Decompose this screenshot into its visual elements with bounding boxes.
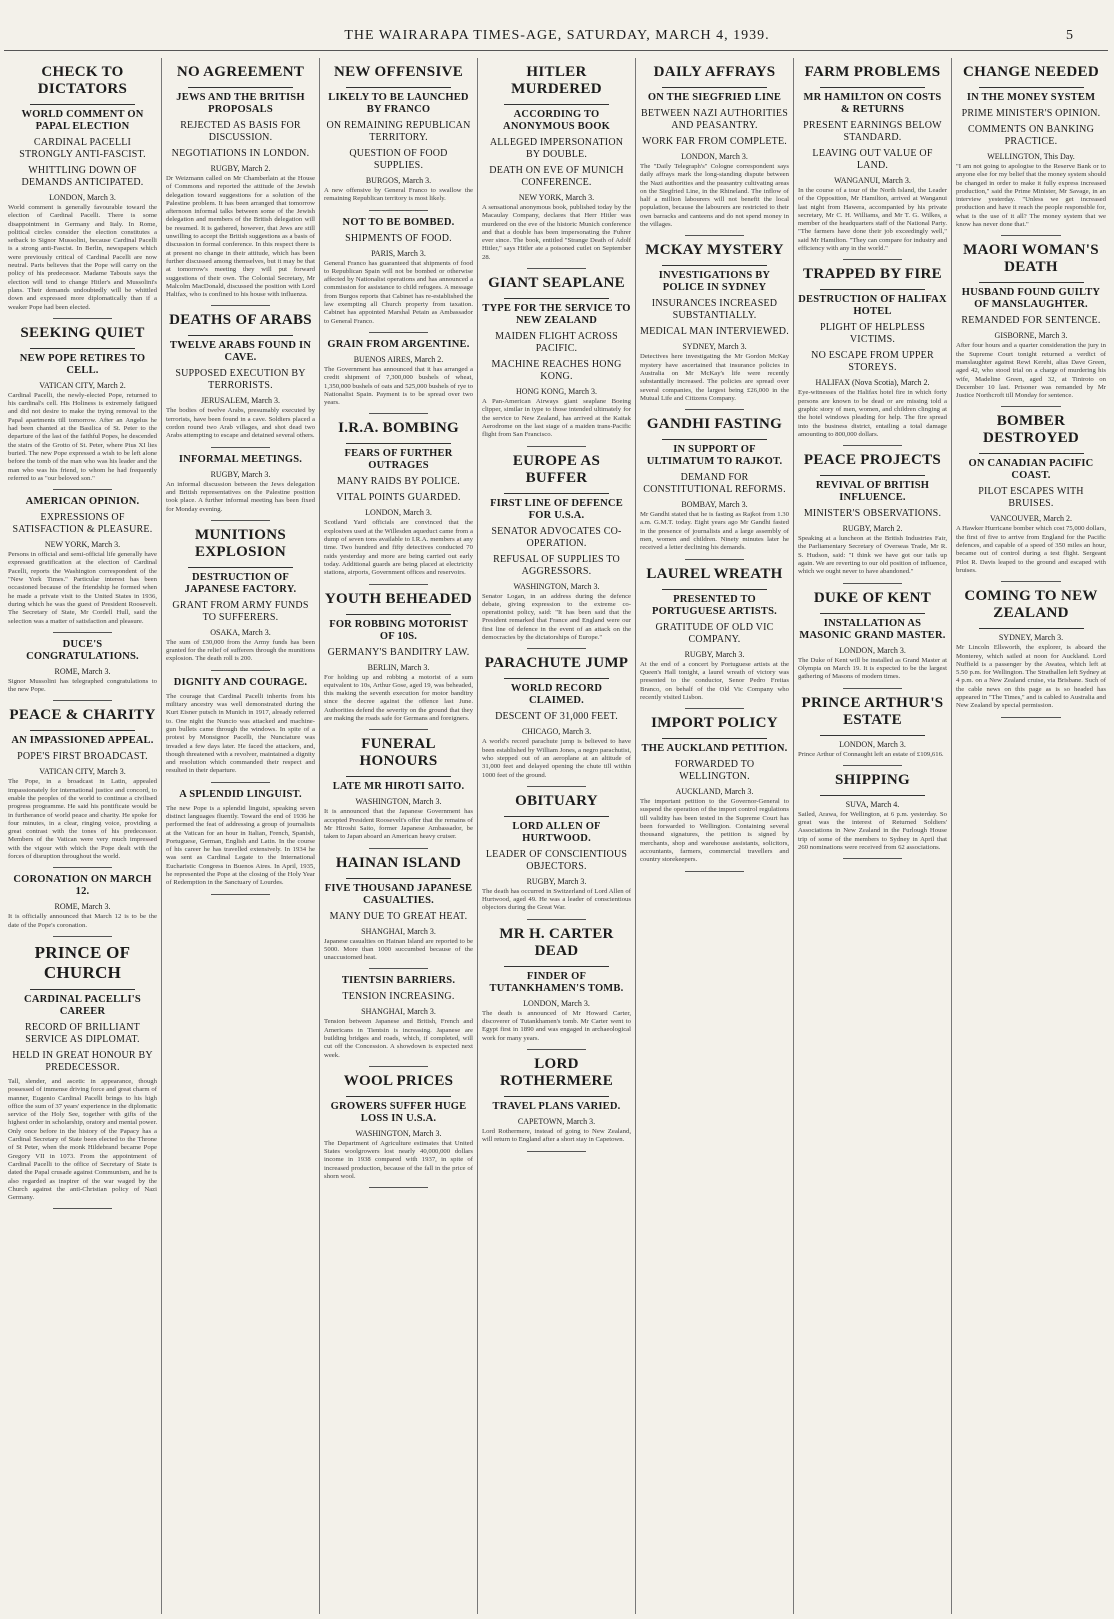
- story-separator: [843, 688, 903, 689]
- story-subheading: FIRST LINE OF DEFENCE FOR U.S.A.: [490, 497, 623, 521]
- story-subheading: MAIDEN FLIGHT ACROSS PACIFIC.: [495, 331, 618, 355]
- story-subheading: TYPE FOR THE SERVICE TO NEW ZEALAND: [482, 303, 631, 327]
- story-dateline: WELLINGTON, This Day.: [987, 152, 1075, 161]
- story-dateline: SYDNEY, March 3.: [682, 342, 747, 352]
- story-subheading: NO ESCAPE FROM UPPER STOREYS.: [811, 350, 934, 374]
- story-dateline: LONDON, March 3.: [839, 739, 906, 749]
- column-1: [4, 58, 162, 1614]
- story-subheading: ON CANADIAN PACIFIC COAST.: [968, 458, 1094, 482]
- story-subheading: COMMENTS ON BANKING PRACTICE.: [967, 124, 1095, 147]
- story-body: In the course of a tour of the North Island, the Leader of the Opposition, Mr Hamilton, arrived at Wanganui last night from Hawera, accompanied by his private secretary, Mr C. H. Williams, and Mr T. G. Wilkes, a member of the headquarters staff of the National Party. "The farmers have done their job exceedingly well," said Mr Hamilton. "They can compare for industry and efficiency with any in the world.": [798, 187, 947, 253]
- story-body: A sensational anonymous book, published today by the Macaulay Company, declares that Herr Hitler was murdered on the eve of the historic Munich conference and that a double has been impersonating the Fuhrer ever since. The book, entitled "Strange Death of Adolf Hitler," says Hitler ate a poisoned cutlet on September 28.: [482, 204, 631, 261]
- story-separator: [53, 489, 113, 490]
- story-dateline: SUVA, March 4.: [845, 799, 900, 809]
- story-separator: [53, 700, 113, 701]
- column-4: [478, 58, 636, 1614]
- story-subheading: WORLD RECORD CLAIMED.: [510, 683, 603, 707]
- story-body: Dr Weizmann called on Mr Chamberlain at the House of Commons and reported the attitude of the Jewish delegation toward suggestions for a solution of the Palestine problem. It has been arranged that tomorrow afternoon informal talks between some of the Jewish delegation and members of the British delegation will be resumed. It is gathered, however, that Jews are still unwilling to accept the British suggestions as a basis of discussion in formal conference. In this respect there is at present no change in their attitude, which has been further discussed among themselves, but it may be that at tomorrow's meeting they will put forward suggestions of their own. The Colonial Secretary, Mr Malcolm MacDonald, discussed the position with Lord Halifax, who is confined to his house with influenza.: [166, 175, 315, 299]
- story-body: Tall, slender, and ascetic in appearance, though possessed of immense driving force and great charm of manner, Eugenio Cardinal Pacelli brings to his high office the sum of 37 years' experience in the diplomatic service of the Holy See, together with gifts of the highest order in scholarship, oratory and mental power. Only once before in the history of the Papacy has a Cardinal Secretary of State been elected to the Throne of St Peter, when the monk Hildebrand became Pope Gregory VII in 1073. From the appointment of Cardinal Pacelli to the office of Secretary of State is dated the Papal crusade against Communism, and he is also regarded as inspirer of the war waged by the Church against the anti-Christian policy of Nazi Germany.: [8, 1077, 157, 1202]
- story-subheading: ACCORDING TO ANONYMOUS BOOK: [503, 109, 610, 132]
- story-subheading: SUPPOSED EXECUTION BY TERRORISTS.: [175, 368, 306, 392]
- story-dateline: PARIS, March 3.: [371, 248, 426, 258]
- column-5: [636, 58, 794, 1614]
- story-body: General Franco has guaranteed that shipments of food to Republican Spain will not be bombed or otherwise affected by Nationalist operations and has announced a commission for assistance to child refugees. A message from Burgos reports that Cabinet has re-established the law exempting all Church property from taxation. Cabinet has appointed Marshal Petain as Ambassador to General Franco.: [324, 259, 473, 325]
- headline-rule: [346, 614, 450, 615]
- story-body: It is announced that the Japanese Government has accepted President Roosevelt's offer that the remains of Mr Hiroshi Saito, former Japanese Ambassador, be taken to Japan aboard an American heavy cruiser.: [324, 808, 473, 841]
- headline-rule: [30, 104, 134, 105]
- story-body: It is officially announced that March 12 is to be the date of the Pope's coronation.: [8, 913, 157, 929]
- story-headline: CHANGE NEEDED: [963, 64, 1099, 80]
- story-body: At the end of a concert by Portuguese artists at the Queen's Hall tonight, a laurel wreath of victory was presented to the conductor, Senor Pedro Freitas Branco, on behalf of the Old Vic Company who recently visited Lisbon.: [640, 660, 789, 701]
- story-headline: SHIPPING: [835, 771, 910, 788]
- story-headline: MCKAY MYSTERY: [645, 242, 784, 259]
- story-dateline: JERUSALEM, March 3.: [200, 396, 281, 406]
- story-separator: [211, 670, 271, 671]
- story-headline: GANDHI FASTING: [646, 416, 783, 433]
- story-separator: [369, 729, 429, 730]
- story-subheading: GRANT FROM ARMY FUNDS TO SUFFERERS.: [172, 599, 309, 623]
- story-dateline: WASHINGTON, March 3.: [355, 797, 442, 807]
- story-dateline: ROME, March 3.: [54, 902, 111, 912]
- story-dateline: LONDON, March 3.: [839, 645, 906, 655]
- story-body: The new Pope is a splendid linguist, speaking seven distinct languages fluently. Toward the end of 1936 he performed the feat of addressing a group of journalists at the Vatican for an hour in Italian, French, Spanish, Portuguese, German, English and Latin. In the course of his career he has travelled extensively. In 1934 he was sent as Cardinal Legate to the International Eucharistic Congress in Buenos Aires. In April, 1935, he represented the Pope at the closing of the Holy Year of Redemption in the Sanctuary of Lourdes.: [166, 804, 315, 887]
- story-dateline: BOMBAY, March 3.: [681, 500, 748, 510]
- story-dateline: CHICAGO, March 3.: [521, 727, 592, 737]
- story-body: The courage that Cardinal Pacelli inherits from his military ancestry was well demonstrated during the Kurt Eisner putsch in Munich in 1917, already referred to. One night the Nuncio was attacked and machine-gun bullets came through the windows. In spite of a protest by Monsignor Pacelli, the Nunciature was invaded a few days later. He faced the attackers, and, though threatened with a revolver, maintained a dignity and resolution which commanded their respect and resulted in their departure.: [166, 692, 315, 775]
- story-subheading: VITAL POINTS GUARDED.: [336, 492, 461, 504]
- story-separator: [685, 559, 745, 560]
- story-subheading: INVESTIGATIONS BY POLICE IN SYDNEY: [658, 270, 771, 294]
- story-separator: [1001, 717, 1061, 718]
- story-separator: [685, 871, 745, 872]
- story-dateline: VANCOUVER, March 2.: [989, 514, 1073, 524]
- story-headline: OBITUARY: [515, 792, 598, 809]
- headline-rule: [188, 87, 292, 88]
- story-separator: [685, 235, 745, 236]
- story-subheading: MR HAMILTON ON COSTS & RETURNS: [803, 92, 942, 115]
- story-dateline: LONDON, March 3.: [49, 193, 116, 202]
- story-headline: YOUTH BEHEADED: [324, 590, 473, 607]
- story-dateline: SHANGHAI, March 3.: [361, 1007, 436, 1017]
- story-headline: PRINCE ARTHUR'S ESTATE: [801, 694, 944, 728]
- story-separator: [527, 786, 587, 787]
- story-headline: PEACE & CHARITY: [9, 707, 156, 724]
- story-dateline: WASHINGTON, March 3.: [355, 1128, 442, 1138]
- masthead-title: THE WAIRARAPA TIMES-AGE, SATURDAY, MARCH 4, 1939.: [344, 28, 770, 43]
- story-subheading: CORONATION ON MARCH 12.: [13, 874, 152, 898]
- story-separator: [369, 1066, 429, 1067]
- story-subheading: DEMAND FOR CONSTITUTIONAL REFORMS.: [643, 472, 786, 496]
- story-separator: [369, 413, 429, 414]
- story-subheading: REJECTED AS BASIS FOR DISCUSSION.: [180, 120, 301, 143]
- story-dateline: HALIFAX (Nova Scotia), March 2.: [815, 378, 930, 388]
- story-headline: LORD ROTHERMERE: [499, 1055, 613, 1089]
- story-body: Cardinal Pacelli, the newly-elected Pope, returned to his cardinal's cell. His Holiness is extremely fatigued and did not desire to make the trying removal to the Papal apartments till tomorrow. After an Angelus he had been chanted at the Basilica of St. Peter to the departure of the last of the faithful Popes, he descended the stairs of the Grotto of St. Peter, where Pius XI lies buried. The new Pope expressed a wish to be left alone before the tomb of the man who was his leader and the man who was his friend, to whom he had frequently referred to as "our beloved son.": [8, 391, 157, 482]
- headline-rule: [820, 87, 924, 88]
- page-number: 5: [1066, 28, 1074, 43]
- story-subheading: INSURANCES INCREASED SUBSTANTIALLY.: [651, 298, 778, 322]
- headline-rule: [504, 966, 608, 967]
- story-headline: HITLER MURDERED: [511, 64, 602, 97]
- column-container: [4, 58, 1110, 1614]
- story-body: Tension between Japanese and British, French and Americans in Tientsin is increasing. Japanese are building bridges and roads, which, if completed, will cut off the Concession. A showdown is expected next week.: [324, 1018, 473, 1059]
- story-subheading: GRATITUDE OF OLD VIC COMPANY.: [655, 621, 774, 645]
- story-body: A world's record parachute jump is believed to have been established by William Jones, a negro parachutist, who stepped out of an aeroplane at an altitude of 31,000 feet and delayed opening the chute till within 1000 feet of the ground.: [482, 738, 631, 779]
- story-subheading: EXPRESSIONS OF SATISFACTION & PLEASURE.: [12, 512, 153, 536]
- headline-rule: [30, 989, 134, 990]
- story-body: The death is announced of Mr Howard Carter, discoverer of Tutankhamen's tomb. Mr Carter went to Egypt first in 1890 and was engaged in archaeological work for many years.: [482, 1009, 631, 1042]
- story-subheading: JEWS AND THE BRITISH PROPOSALS: [176, 92, 305, 115]
- story-separator: [211, 447, 271, 448]
- story-subheading: PLIGHT OF HELPLESS VICTIMS.: [819, 322, 926, 346]
- story-separator: [527, 446, 587, 447]
- story-separator: [527, 268, 587, 269]
- story-dateline: AUCKLAND, March 3.: [675, 787, 754, 797]
- story-subheading: TRAVEL PLANS VARIED.: [492, 1100, 621, 1112]
- story-subheading: PRESENTED TO PORTUGUESE ARTISTS.: [651, 593, 778, 617]
- story-dateline: BUENOS AIRES, March 2.: [353, 354, 444, 364]
- story-subheading: NEGOTIATIONS IN LONDON.: [171, 148, 310, 159]
- story-subheading: PRESENT EARNINGS BELOW STANDARD.: [803, 120, 942, 143]
- headline-rule: [662, 265, 766, 266]
- story-subheading: A SPLENDID LINGUIST.: [179, 788, 302, 800]
- story-subheading: HELD IN GREAT HONOUR BY PREDECESSOR.: [12, 1049, 153, 1073]
- story-separator: [1001, 235, 1061, 236]
- story-subheading: AMERICAN OPINION.: [25, 496, 140, 508]
- story-subheading: LATE MR HIROTI SAITO.: [332, 781, 465, 793]
- story-separator: [53, 1208, 113, 1209]
- story-subheading: IN SUPPORT OF ULTIMATUM TO RAJKOT.: [646, 444, 783, 468]
- story-subheading: NEW POPE RETIRES TO CELL.: [19, 352, 146, 376]
- story-separator: [843, 259, 903, 260]
- story-separator: [843, 765, 903, 766]
- story-dateline: LONDON, March 3.: [681, 152, 748, 161]
- story-subheading: DUCE'S CONGRATULATIONS.: [26, 638, 139, 662]
- story-headline: SEEKING QUIET: [20, 324, 145, 341]
- story-separator: [369, 848, 429, 849]
- story-separator: [369, 1187, 429, 1188]
- headline-rule: [346, 87, 450, 88]
- story-subheading: TENSION INCREASING.: [342, 991, 455, 1003]
- story-separator: [843, 858, 903, 859]
- story-separator: [527, 1049, 587, 1050]
- story-body: For holding up and robbing a motorist of a sum equivalent to 10s, Arthur Gose, aged 19, was beheaded, this making the seventh execution for motor banditry since the decree against the offence last June. Authorities defend the severity on the ground that they are making the roads safe for Germans and foreigners.: [324, 673, 473, 723]
- story-separator: [685, 409, 745, 410]
- headline-rule: [820, 795, 924, 796]
- story-separator: [211, 782, 271, 783]
- story-headline: TRAPPED BY FIRE: [803, 266, 942, 283]
- column-6: [794, 58, 952, 1614]
- story-subheading: IN THE MONEY SYSTEM: [966, 92, 1096, 103]
- story-dateline: VATICAN CITY, March 2.: [39, 380, 126, 390]
- story-body: A new offensive by General Franco to swallow the remaining Republican territory is most likely.: [324, 187, 473, 203]
- story-separator: [211, 520, 271, 521]
- story-subheading: LEAVING OUT VALUE OF LAND.: [812, 148, 933, 171]
- story-headline: IMPORT POLICY: [651, 715, 778, 732]
- story-separator: [53, 318, 113, 319]
- story-subheading: DESCENT OF 31,000 FEET.: [495, 711, 618, 723]
- story-body: Japanese casualties on Hainan Island are reported to be 5000. More than 1000 succumbed because of the unaccustomed heat.: [324, 937, 473, 962]
- headline-rule: [979, 453, 1084, 454]
- story-separator: [685, 708, 745, 709]
- story-subheading: REVIVAL OF BRITISH INFLUENCE.: [815, 480, 930, 504]
- story-subheading: LIKELY TO BE LAUNCHED BY FRANCO: [328, 92, 469, 115]
- masthead-rule: [4, 50, 1108, 51]
- story-dateline: GISBORNE, March 3.: [994, 331, 1068, 341]
- story-body: Senator Logan, in an address during the defence debate, giving expression to the extreme co-operationist policy, said: "It has been said that the President remarked that France and England were our first line of defence in the event of an attack on the democracies by the dictatorships of Europe.": [482, 592, 631, 642]
- story-subheading: PRIME MINISTER'S OPINION.: [961, 108, 1101, 119]
- story-dateline: BERLIN, March 3.: [367, 662, 430, 672]
- story-headline: DEATHS OF ARABS: [169, 312, 312, 329]
- story-body: World comment is generally favourable toward the election of Cardinal Pacelli. There is some disappointment in Germany and Italy. In Rome, political circles consider the election constitutes a setback to Signor Mussolini, because Cardinal Pacelli is a strong anti-Fascist. In Berlin, newspapers which were previously critical of Cardinal Pacelli are now neutral. Paris believes that the Pope will carry on the policy of his predecessor. Madame Tabouis says the election will tend to change Hitler's and Mussolini's plans. Their demands undoubtedly will be whittled down and expressed more diplomatically than if a weaker Pope had been elected.: [8, 204, 157, 311]
- story-body: The bodies of twelve Arabs, presumably executed by terrorists, have been found in a cave. Soldiers placed a cordon round two Arab villages, and shot dead two Arabs attempting to escape and detained several others.: [166, 407, 315, 440]
- story-subheading: WHITTLING DOWN OF DEMANDS ANTICIPATED.: [21, 165, 144, 188]
- headline-rule: [662, 738, 766, 739]
- headline-rule: [504, 104, 608, 105]
- headline-rule: [504, 678, 608, 679]
- masthead: [0, 28, 1114, 46]
- column-2: [162, 58, 320, 1614]
- story-subheading: DEATH ON EVE OF MUNICH CONFERENCE.: [489, 165, 624, 188]
- story-dateline: SYDNEY, March 3.: [998, 633, 1064, 643]
- story-headline: BOMBER DESTROYED: [982, 413, 1080, 447]
- story-body: Speaking at a luncheon at the British Industries Fair, the Parliamentary Secretary of Overseas Trade, Mr R. S. Hudson, said: "I think we have got our tails up again. We are reverting to our old position of influence, which we ought never to have abandoned.": [798, 535, 947, 576]
- headline-rule: [979, 282, 1084, 283]
- story-separator: [369, 210, 429, 211]
- story-body: The death has occurred in Switzerland of Lord Allen of Hurtwood, aged 49. He was a leader of conscientious objectors during the Great War.: [482, 887, 631, 912]
- story-headline: PRINCE OF CHURCH: [34, 942, 131, 982]
- story-subheading: MANY RAIDS BY POLICE.: [337, 476, 460, 488]
- story-separator: [1001, 581, 1061, 582]
- headline-rule: [346, 443, 450, 444]
- story-dateline: VATICAN CITY, March 3.: [39, 767, 126, 777]
- story-body: Sailed, Arawa, for Wellington, at 6 p.m. yesterday. So great was the interest of Returned Soldiers' Associations in New Zealand in the Furlough House trip of some of the members to Sydney in April that 260 nominations were received from 62 associations.: [798, 810, 947, 852]
- story-body: Signor Mussolini has telegraphed congratulations to the new Pope.: [8, 677, 157, 694]
- story-dateline: RUGBY, March 3.: [210, 469, 271, 479]
- story-subheading: WORLD COMMENT ON PAPAL ELECTION: [21, 109, 144, 132]
- story-body: A Pan-American Airways giant seaplane Boeing clipper, similar in type to those intended ultimately for the service to New Zealand, has arrived at the Kaitak Aerodrome on the last stage of a maiden trans-Pacific flight from San Francisco.: [482, 398, 631, 439]
- story-body: The important petition to the Governor-General to suspend the operation of the import control regulations till validity has been tested in the Supreme Court has been forwarded to Wellington. Containing several thousand signatures, the petition is signed by merchants, shop and warehouse assistants, solicitors, accountants, farmers, commercial travellers and country storekeepers.: [640, 798, 789, 864]
- headline-rule: [504, 298, 608, 299]
- story-separator: [53, 936, 113, 937]
- headline-rule: [820, 735, 924, 736]
- headline-rule: [820, 289, 924, 290]
- story-headline: HAINAN ISLAND: [335, 854, 462, 871]
- story-body: The Government has announced that it has arranged a credit shipment of 7,300,000 bushels of wheat, 1,350,000 bushels of oats and 525,000 bushels of rye to Nationalist Spain. Payment is to be spread over two years.: [324, 365, 473, 407]
- story-subheading: CARDINAL PACELLI'S CAREER: [24, 993, 141, 1017]
- story-dateline: LONDON, March 3.: [523, 998, 590, 1008]
- story-dateline: WASHINGTON, March 3.: [513, 581, 600, 591]
- story-subheading: HUSBAND FOUND GUILTY OF MANSLAUGHTER.: [961, 287, 1101, 311]
- story-subheading: SENATOR ADVOCATES CO-OPERATION.: [491, 525, 622, 549]
- story-subheading: INSTALLATION AS MASONIC GRAND MASTER.: [799, 617, 946, 641]
- headline-rule: [504, 1096, 608, 1097]
- story-separator: [211, 894, 271, 895]
- story-headline: CHECK TO DICTATORS: [37, 64, 128, 97]
- story-separator: [53, 867, 113, 868]
- story-subheading: AN IMPASSIONED APPEAL.: [11, 735, 154, 747]
- story-subheading: THE AUCKLAND PETITION.: [641, 743, 788, 755]
- story-body: Persons in official and semi-official life generally have expressed gratification at the election of Cardinal Pacelli, reports the Washington correspondent of the "New York Times." Particular interest has been occasioned because of the friendship he formed when he made a private visit to the United States in 1936, during which he was the guest of President Roosevelt. The Secretary of State, Mr Cordell Hull, said the selection was a matter of satisfaction and pleasure.: [8, 551, 157, 625]
- story-separator: [843, 583, 903, 584]
- story-subheading: TIENTSIN BARRIERS.: [341, 975, 456, 987]
- headline-rule: [979, 628, 1084, 629]
- headline-rule: [820, 475, 924, 476]
- story-dateline: ROME, March 3.: [54, 666, 111, 676]
- headline-rule: [820, 613, 924, 614]
- story-subheading: MANY DUE TO GREAT HEAT.: [329, 910, 468, 922]
- story-subheading: FEARS OF FURTHER OUTRAGES: [344, 448, 453, 472]
- headline-rule: [979, 87, 1084, 88]
- story-subheading: CARDINAL PACELLI STRONGLY ANTI-FASCIST.: [19, 137, 146, 160]
- story-dateline: BURGOS, March 3.: [365, 176, 432, 185]
- story-body: Detectives here investigating the Mr Gordon McKay mystery have ascertained that insurance policies in Australia on Mr McKay's life were recently substantially increased. The policies are spread over several companies, the largest being £26,000 in the Mutual Life and Citizens Company.: [640, 353, 789, 402]
- story-subheading: REFUSAL OF SUPPLIES TO AGGRESSORS.: [493, 553, 620, 577]
- story-subheading: TWELVE ARABS FOUND IN CAVE.: [169, 340, 312, 364]
- story-headline: FARM PROBLEMS: [804, 64, 941, 80]
- story-separator: [1001, 406, 1061, 407]
- story-dateline: RUGBY, March 2.: [210, 164, 271, 173]
- story-headline: MAORI WOMAN'S DEATH: [963, 242, 1099, 276]
- story-subheading: DESTRUCTION OF JAPANESE FACTORY.: [184, 571, 297, 595]
- story-subheading: MACHINE REACHES HONG KONG.: [491, 359, 622, 383]
- story-dateline: RUGBY, March 2.: [842, 524, 903, 534]
- story-headline: NO AGREEMENT: [176, 64, 305, 80]
- story-separator: [527, 919, 587, 920]
- story-headline: MUNITIONS EXPLOSION: [194, 526, 287, 560]
- story-subheading: LORD ALLEN OF HURTWOOD.: [512, 820, 601, 844]
- story-subheading: SHIPMENTS OF FOOD.: [345, 232, 452, 244]
- headline-rule: [346, 878, 450, 879]
- story-body: The sum of £30,000 from the Army funds has been granted for the relief of sufferers through the munitions explosion. The death roll is 200.: [166, 638, 315, 663]
- story-dateline: NEW YORK, March 3.: [44, 540, 121, 550]
- story-subheading: DIGNITY AND COURAGE.: [173, 676, 308, 688]
- story-headline: LAUREL WREATH: [646, 565, 783, 582]
- headline-rule: [346, 1096, 450, 1097]
- story-dateline: OSAKA, March 3.: [210, 627, 271, 637]
- story-headline: MR H. CARTER DEAD: [499, 925, 614, 959]
- headline-rule: [662, 87, 766, 88]
- story-subheading: ALLEGED IMPERSONATION BY DOUBLE.: [489, 137, 624, 160]
- story-subheading: RECORD OF BRILLIANT SERVICE AS DIPLOMAT.: [25, 1021, 140, 1045]
- story-subheading: MEDICAL MAN INTERVIEWED.: [640, 326, 789, 338]
- story-headline: PEACE PROJECTS: [803, 452, 942, 469]
- story-subheading: GERMANY'S BANDITRY LAW.: [327, 646, 470, 658]
- story-subheading: GROWERS SUFFER HUGE LOSS IN U.S.A.: [330, 1100, 467, 1124]
- story-subheading: INFORMAL MEETINGS.: [178, 453, 303, 465]
- story-body: Scotland Yard officials are convinced that the explosives used at the Willesden aqueduct came from a dump of seven tons available to I.R.A. members at any time. Two hundred and fifty detectives conducted 70 raids yesterday and more are being carried out early today. Additional guards are being placed at electricity stations, airports, Government offices and reservoirs.: [324, 519, 473, 577]
- headline-rule: [30, 730, 134, 731]
- headline-rule: [30, 348, 134, 349]
- story-subheading: LEADER OF CONSCIENTIOUS OBJECTORS.: [485, 848, 628, 872]
- story-headline: GIANT SEAPLANE: [488, 275, 625, 292]
- story-headline: DAILY AFFRAYS: [653, 64, 776, 80]
- story-dateline: LONDON, March 3.: [365, 508, 432, 518]
- story-headline: NEW OFFENSIVE: [333, 64, 464, 80]
- headline-rule: [504, 816, 608, 817]
- story-subheading: BETWEEN NAZI AUTHORITIES AND PEASANTRY.: [641, 108, 788, 131]
- story-subheading: PILOT ESCAPES WITH BRUISES.: [978, 486, 1084, 510]
- story-body: Mr Gandhi stated that he is fasting as Rajkot from 1.30 a.m. G.M.T. today. Eight years ago Mr Gandhi fasted in the presence of journalists and a large assembly of men, women and children. Ninety minutes later he received a letter declining his demands.: [640, 511, 789, 552]
- story-subheading: GRAIN FROM ARGENTINE.: [327, 338, 470, 350]
- story-body: "I am not going to apologise to the Reserve Bank or to anyone else for my belief that the money system should be changed in order to make it fully express increased production," said the Prime Minister, Mr Savage, in an interview yesterday. "Unless we get increased production and have it reach the people responsible for, what is the use of it all? The money system that we know has never done that.": [956, 163, 1106, 229]
- story-dateline: SHANGHAI, March 3.: [361, 926, 436, 936]
- story-separator: [843, 445, 903, 446]
- story-separator: [53, 632, 113, 633]
- story-dateline: HONG KONG, March 3.: [515, 387, 598, 397]
- story-body: A Hawker Hurricane bomber which cost 75,000 dollars, the first of five to arrive from England for the Pacific defences, and capable of a speed of 350 miles an hour, became out of control during a test flight. Sergeant Pilot R. Davis leaped to the ground and escaped with bruises.: [956, 525, 1106, 574]
- story-separator: [211, 305, 271, 306]
- story-dateline: RUGBY, March 3.: [526, 876, 587, 886]
- story-headline: EUROPE AS BUFFER: [512, 452, 601, 486]
- story-separator: [369, 584, 429, 585]
- story-subheading: MINISTER'S OBSERVATIONS.: [803, 508, 942, 520]
- story-body: The Pope, in a broadcast in Latin, appealed impassionately for international justice and concord, to enable the peoples of the world to continue a civilised progress programme. He said his pontificate would be in furtherance of world peace and charity. He spoke for four minutes, in a clear, ringing voice, providing a great contrast with the tones of his predecessor. Members of the Vatican were very much impressed with the vigour with which the Pope dealt with the forces of disruption throughout the world.: [8, 778, 157, 861]
- story-headline: WOOL PRICES: [343, 1072, 454, 1089]
- story-body: Lord Rothermere, instead of going to New Zealand, will return to England after a short stay in Capetown.: [482, 1127, 631, 1144]
- story-body: The Duke of Kent will be installed as Grand Master at Olympia on March 19. It is expected to be the largest gathering of Masons of modern times.: [798, 656, 947, 681]
- story-subheading: ON REMAINING REPUBLICAN TERRITORY.: [326, 120, 471, 143]
- story-subheading: QUESTION OF FOOD SUPPLIES.: [349, 148, 448, 171]
- story-subheading: NOT TO BE BOMBED.: [342, 216, 455, 228]
- story-subheading: POPE'S FIRST BROADCAST.: [17, 751, 148, 763]
- story-headline: I.R.A. BOMBING: [338, 420, 459, 437]
- headline-rule: [188, 335, 292, 336]
- headline-rule: [662, 439, 766, 440]
- story-body: An informal discussion between the Jews delegation and British representatives on the Palestine position took place. A further informal meeting has been fixed for Monday evening.: [166, 480, 315, 513]
- story-separator: [369, 968, 429, 969]
- headline-rule: [504, 493, 608, 494]
- headline-rule: [188, 567, 292, 568]
- story-subheading: DESTRUCTION OF HALIFAX HOTEL: [798, 294, 947, 318]
- story-separator: [527, 1151, 587, 1152]
- column-7: [952, 58, 1110, 1614]
- story-dateline: RUGBY, March 3.: [684, 649, 745, 659]
- story-body: Prince Arthur of Connaught left an estate of £109,616.: [798, 750, 944, 758]
- story-separator: [527, 648, 587, 649]
- story-separator: [369, 332, 429, 333]
- story-body: The Department of Agriculture estimates that United States woolgrowers lost nearly 40,000,000 dollars income in 1938 compared with 1937, in spite of increased production, because of the fall in the price of shorn wool.: [324, 1139, 473, 1181]
- headline-rule: [346, 776, 450, 777]
- story-dateline: WANGANUI, March 3.: [834, 176, 911, 185]
- story-subheading: FIVE THOUSAND JAPANESE CASUALTIES.: [324, 882, 473, 906]
- story-body: The "Daily Telegraph's" Cologne correspondent says daily affrays mark the long-standing dispute between the Nazi authorities and the peasantry cultivating areas on the Siegfried Line, in the Rhineland. The inflow of half a million labourers will not benefit the local population, because the labourers are restricted to their own barracks and canteens and do not spend money in the villages.: [640, 163, 789, 229]
- headline-rule: [662, 589, 766, 590]
- story-dateline: CAPETOWN, March 3.: [517, 1116, 596, 1126]
- column-3: [320, 58, 478, 1614]
- story-headline: DUKE OF KENT: [813, 589, 932, 606]
- story-subheading: FOR ROBBING MOTORIST OF 10S.: [329, 618, 468, 642]
- story-headline: COMING TO NEW ZEALAND: [964, 588, 1098, 622]
- story-subheading: FORWARDED TO WELLINGTON.: [674, 759, 755, 783]
- story-body: After four hours and a quarter consideration the jury in the Supreme Court tonight returned a verdict of manslaughter against Rewi Kerehi, alias Dave Green, aged 42, who stood trial on a charge of murdering his wife, Madeline Green, aged 32, at Tiniroto on December 10 last. Prisoner was remanded by Mr Justice Northcroft till Monday for sentence.: [956, 342, 1106, 400]
- story-dateline: NEW YORK, March 3.: [518, 193, 595, 202]
- story-subheading: ON THE SIEGFRIED LINE: [647, 92, 782, 103]
- story-headline: PARACHUTE JUMP: [484, 655, 629, 672]
- story-body: Eye-witnesses of the Halifax hotel fire in which forty persons are known to be dead or are missing told a graphic story of men, women, and children clinging at the hotel windows pleading for help. The fire spread into the business district, entailing a total damage amounting to 800,000 dollars.: [798, 389, 947, 438]
- story-body: Mr Lincoln Ellsworth, the explorer, is aboard the Monterey, which sailed at noon for Auckland. Lord Nuffield is a passenger by the Awatea, which left at 5.50 p.m. for Wellington. The Strathallen left Sydney at 4 p.m. on a New Zealand cruise, via Brisbane. Such of the cable news on this page as is so headed has appeared in "The Times," and is cabled to Australia and New Zealand by special permission.: [956, 644, 1106, 710]
- story-headline: FUNERAL HONOURS: [359, 736, 438, 770]
- story-subheading: REMANDED FOR SENTENCE.: [961, 315, 1101, 327]
- story-subheading: WORK FAR FROM COMPLETE.: [642, 136, 787, 147]
- story-subheading: FINDER OF TUTANKHAMEN'S TOMB.: [489, 970, 624, 994]
